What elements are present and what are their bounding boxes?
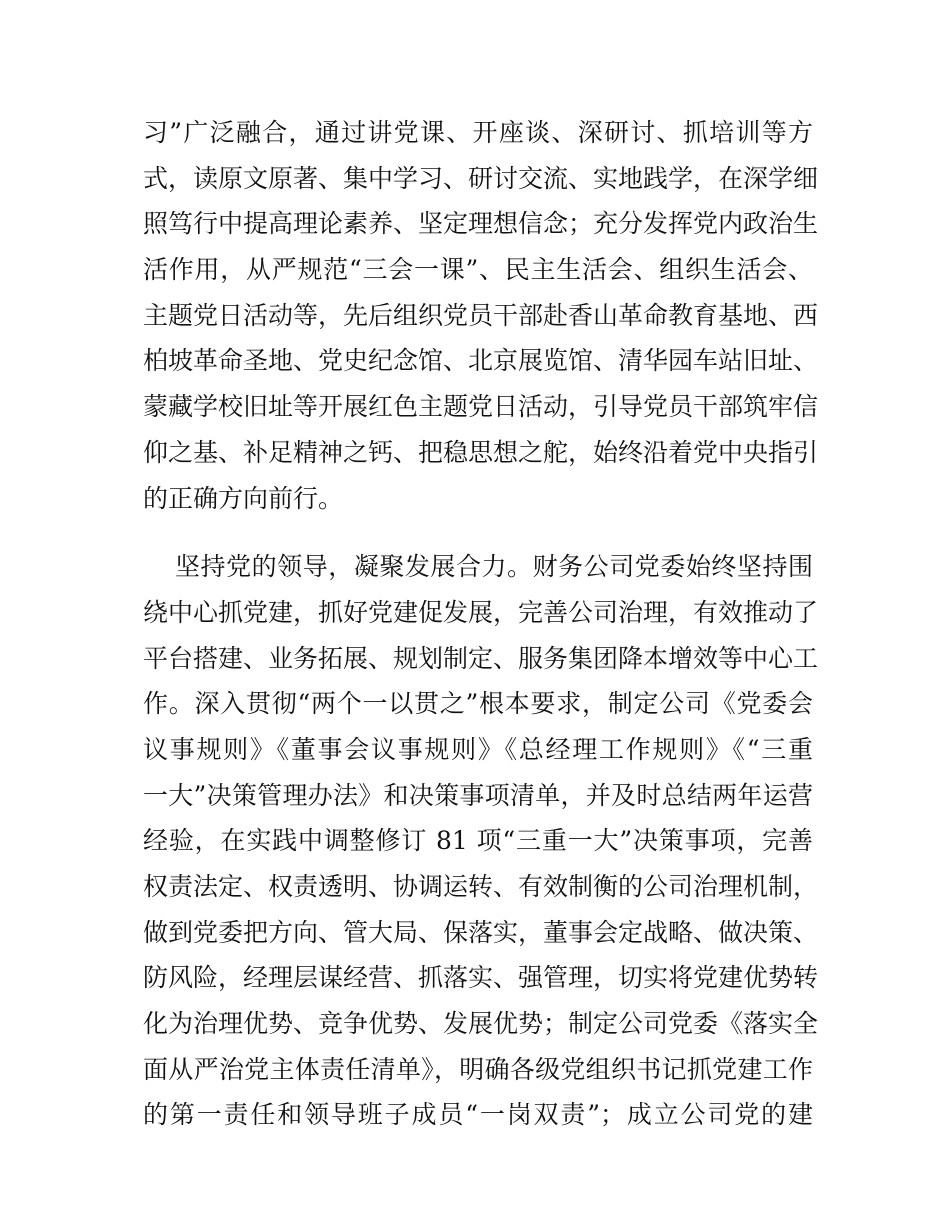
text-line: 作。深入贯彻“两个一以贯之”根本要求，制定公司《党委会: [143, 689, 813, 719]
text-line: 活作用，从严规范“三会一课”、民主生活会、组织生活会、: [143, 255, 813, 285]
text-line: 平台搭建、业务拓展、规划制定、服务集团降本增效等中心工: [143, 643, 819, 673]
text-line: 面从严治党主体责任清单》，明确各级党组织书记抓党建工作: [143, 1054, 813, 1084]
body-text: [143, 110, 819, 1138]
text-line: 柏坡革命圣地、党史纪念馆、北京展览馆、清华园车站旧址、: [143, 346, 819, 376]
text-line: 式，读原文原著、集中学习、研讨交流、实地践学，在深学细: [143, 163, 819, 193]
text-line: 权责法定、权责透明、协调运转、有效制衡的公司治理机制，: [143, 872, 819, 901]
text-line: 的正确方向前行。: [143, 483, 344, 513]
text-line: 主题党日活动等，先后组织党员干部赴香山革命教育基地、西: [143, 300, 819, 330]
text-line: 经验，在实践中调整修订 81 项“三重一大”决策事项，完善: [143, 826, 813, 856]
text-line: 绕中心抓党建，抓好党建促发展，完善公司治理，有效推动了: [143, 597, 819, 627]
text-line: 蒙藏学校旧址等开展红色主题党日活动，引导党员干部筑牢信: [143, 392, 819, 422]
text-line: 照笃行中提高理论素养、坚定理想信念；充分发挥党内政治生: [143, 209, 819, 239]
text-line: 防风险，经理层谋经营、抓落实、强管理，切实将党建优势转: [143, 963, 819, 993]
paragraph-1: [143, 110, 819, 521]
text-line: 议事规则》《董事会议事规则》《总经理工作规则》《“三重: [143, 734, 813, 764]
text-line: 一大”决策管理办法》和决策事项清单，并及时总结两年运营: [143, 780, 813, 810]
text-line: 坚持党的领导，凝聚发展合力。财务公司党委始终坚持围: [175, 552, 813, 582]
text-line: 习”广泛融合，通过讲党课、开座谈、深研讨、抓培训等方: [143, 118, 813, 147]
text-line: 化为治理优势、竞争优势、发展优势；制定公司党委《落实全: [143, 1009, 819, 1039]
text-line: 仰之基、补足精神之钙、把稳思想之舵，始终沿着党中央指引: [143, 437, 819, 467]
paragraph-2: [143, 544, 819, 1138]
paragraph-spacer: [143, 521, 813, 544]
text-line: 的第一责任和领导班子成员“一岗双责”；成立公司党的建: [143, 1100, 813, 1130]
text-line: 做到党委把方向、管大局、保落实，董事会定战略、做决策、: [143, 917, 819, 947]
